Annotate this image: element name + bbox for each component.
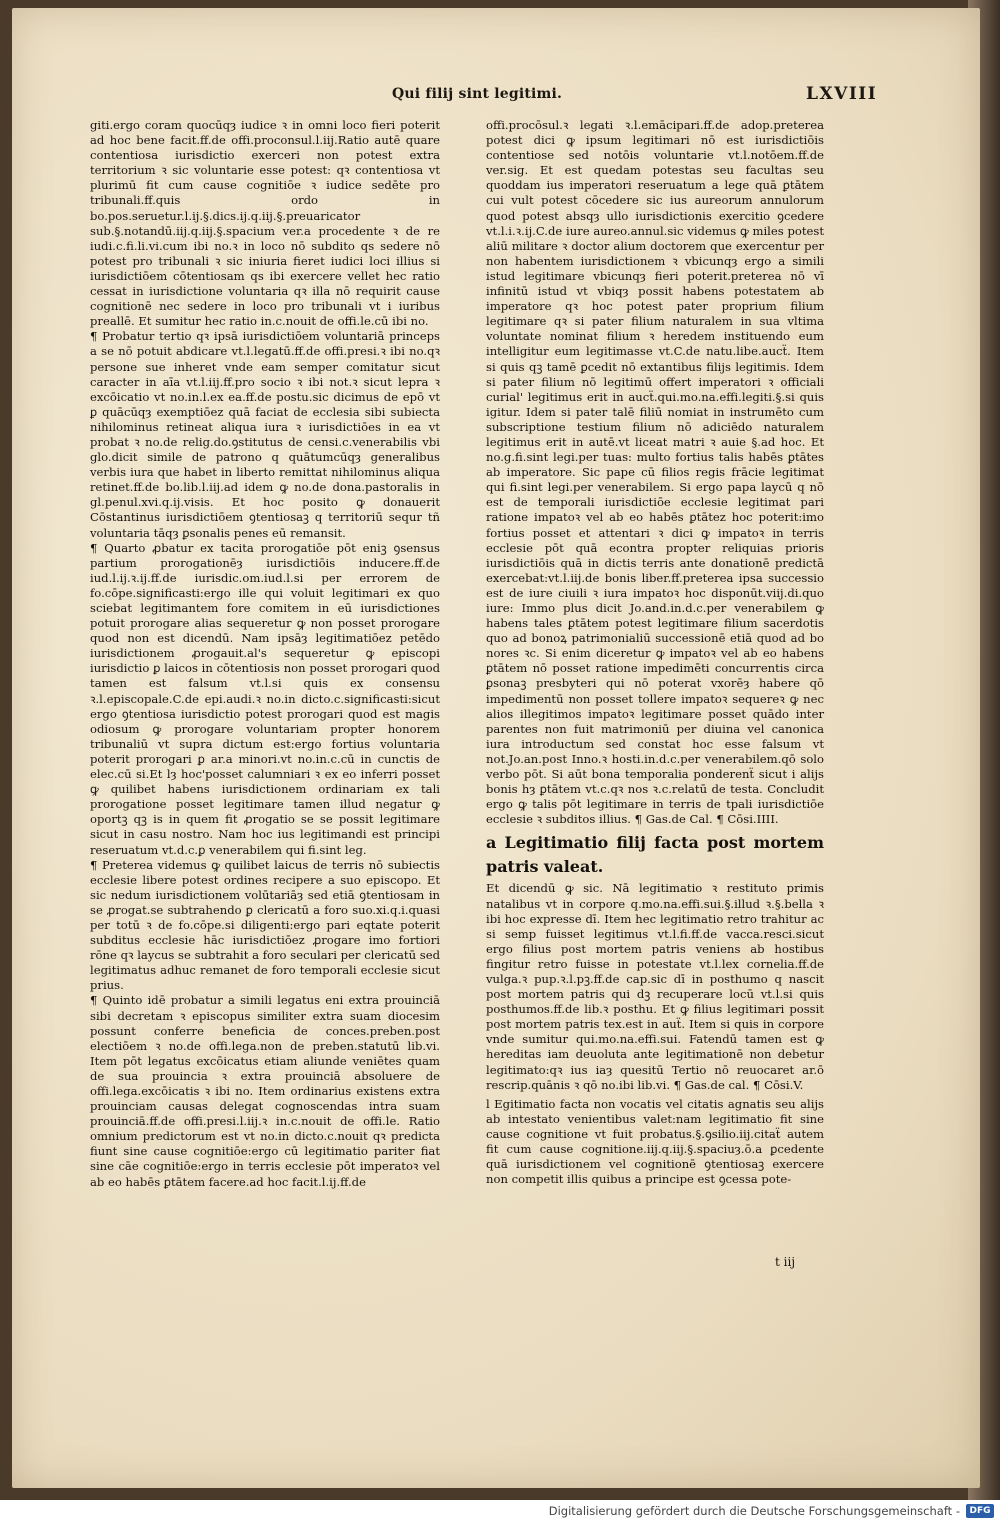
- left-paragraph: giti.ergo coram quocūqȝ iudice ꝛ in omni loco fieri poterit ad hoc bene facit.ff.de offi.proconsul.l.iij.Ratio autē quare contentiosa iurisdictio exerceri non potest extra territorium ꝛ sic voluntarie esse potest: qꝛ contentiosa vt plurimū fit cum cause cognitiōe ꝛ iudice sedēte pro tribunali.ff.quis ordo in bo.pos.seruetur.l.ij.§.dics.ij.q.iij.§.preuaricator sub.§.notandū.iij.q.iij.§.spacium ver.a procedente ꝛ de re iudi.c.fi.li.vi.cum ibi no.ꝛ in loco nō subdito qs sedere nō potest pro tribunali ꝛ sic iniuria fieret iudici loci illius si iurisdictiōem cōtentiosam qs ibi exercere vellet hec ratio cessat in iurisdictione voluntaria qꝛ illa nō requirit cause cognitionē nec sedere in loco pro tribunali vt i iuribus preallē. Et sumitur hec ratio in.c.nouit de offi.le.cū ibi no.: [90, 118, 440, 329]
- right-paragraph: Et dicendū ꝙ sic. Nā legitimatio ꝛ restituto primis natalibus vt in corpore q.mo.na.effi.sui.§.illud ꝛ.§.bella ꝛ ibi hoc expresse dī. Item hec legitimatio retro trahitur ac si semp fuisset legitimus vt.l.fi.ff.de vacca.resci.sicut ergo filius post mortem patris veniens ab hostibus fingitur retro fuisse in potestate vt.l.lex cornelia.ff.de vulga.ꝛ pup.ꝛ.l.pꝫ.ff.de cap.sic dī in posthumo q nascit post mortem patris qui dꝫ recuperare locū vt.l.si quis posthumos.ff.de lib.ꝛ posthu. Et ꝙ filius legitimari possit post mortem patris tex.est in auẗ. Item si quis in corpore vnde sumitur qui.mo.na.effi.sui. Fatendū tamen est ꝙ hereditas iam deuoluta ante legitimationē non debetur legitimato:qꝛ ius iaȝ quesitū Tertio nō reuocaret ar.ō rescrip.quānis ꝛ qō no.ibi lib.vi. ¶ Gas.de cal. ¶ Cōsi.V.: [486, 881, 824, 1092]
- left-column: [90, 118, 440, 1190]
- left-paragraph: ¶ Quarto ꝓbatur ex tacita prorogatiōe pōt eniꝫ ꝯsensus partium prorogationēȝ iurisdictiōis inducere.ff.de iud.l.ij.ꝛ.ij.ff.de iurisdic.om.iud.l.si per errorem de fo.cōpe.significasti:ergo ille qui voluit legitimari ex quo sciebat legitimantem fore comitem in eū iurisdictiones potuit prorogare alias sequeretur ꝙ non posset prorogare quod non est dicendū. Nam ipsāȝ legitimatiōez petēdo iurisdictionem ꝓrogauit.al's sequeretur ꝙ episcopi iurisdictio ꝑ laicos in cōtentiosis non posset prorogari quod tamen est falsum vt.l.si quis ex consensu ꝛ.l.episcopale.C.de epi.audi.ꝛ no.in dicto.c.significasti:sicut ergo ꝯtentiosa iurisdictio potest prorogari quod est magis odiosum ꝙ prorogare voluntariam propter honorem tribunaliū vt supra dictum est:ergo fortius voluntaria poterit prorogari ꝑ ar.a minori.vt no.in.c.cū in cunctis de elec.cū si.Et lȝ hoc'posset calumniari ꝛ ex eo inferri posset ꝙ quilibet habens iurisdictionem ordinariam ex tali prorogatione posset legitimare tamen illud negatur ꝙ oportꝫ qꝫ is in quem fit ꝓrogatio se se possit legitimare sicut in casu nostro. Nam hoc ius legitimandi est principi reseruatum vt.d.c.ꝑ venerabilem qui fi.sint leg.: [90, 540, 440, 857]
- section-heading: a Legitimatio filij facta post mortem patris valeat.: [486, 833, 824, 877]
- section-heading-paragraph: l Egitimatio facta non vocatis vel citatis agnatis seu alijs ab intestato venientibus valet:nam legitimatio fit sine cause cognitione vt fuit probatus.§.ꝯsilio.iij.citaẗ autem fit cum cause cognitione.iij.q.iij.§.spaciuȝ.ō.a ꝑcedente quā iurisdictionem vel cognitionē ꝯtentiosaꝫ exercere non competit illis quibus a principe est ꝯcessa pote-: [486, 1096, 824, 1187]
- signature-mark: t iij: [775, 1255, 796, 1269]
- folio-number: LXVIII: [806, 84, 878, 104]
- right-column: [486, 118, 824, 1187]
- footer-bar: [0, 1500, 1000, 1522]
- footer-funding-text: Digitalisierung gefördert durch die Deutsche Forschungsgemeinschaft -: [548, 1504, 960, 1518]
- left-paragraph: ¶ Quinto idē probatur a simili legatus eni extra prouinciā sibi decretam ꝛ episcopus similiter extra suam diocesim possunt conferre beneficia de conces.preben.post electiōem ꝛ no.de offi.lega.non de preben.statutū lib.vi. Item pōt legatus excōicatus etiam aliunde veniētes quam de sua prouincia ꝛ extra prouinciā absoluere de offi.lega.excōicatis ꝛ ibi no. Item ordinarius existens extra prouinciam causas delegat cognoscendas intra suam prouinciā.ff.de offi.presi.l.iij.ꝛ in.c.nouit de offi.le. Ratio omnium predictorum est vt no.in dicto.c.nouit qꝛ predicta fiunt sine cause cognitiōe:ergo cū legitimatio pariter fiat sine cāe cognitiōe:ergo in terris ecclesie pōt imperatoꝛ vel ab eo habēs ꝑtātem facere.ad hoc facit.l.ij.ff.de: [90, 993, 440, 1189]
- dfg-logo-icon: DFG: [966, 1504, 994, 1518]
- right-paragraph: offi.procōsul.ꝛ legati ꝛ.l.emācipari.ff.de adop.preterea potest dici ꝙ ipsum legitimari nō est iurisdictiōis contentiose sed notōis voluntarie vt.l.notōem.ff.de ver.sig. Et est quedam potestas seu facultas seu quoddam ius imperatori reseruatum a lege quā ꝑtātem cui vult potest cōcedere sic ius aureorum annulorum quod potest absqȝ ullo iurisdictionis exercitio ꝯcedere vt.l.i.ꝛ.ij.C.de iure aureo.annul.sic videmus ꝙ miles potest aliū militare ꝛ doctor alium doctorem que exercentur per non habentem iurisdictionem ꝛ vbicunqȝ ergo a simili istud legitimare vbicunqȝ fieri poterit.preterea nō vī infinitū istud vt vbiqȝ possit habens potestatem ab imperatore qꝛ hoc potest pater proprium filium legitimare qꝛ si pater filium naturalem in sua vltima voluntate nominat filium ꝛ heredem instituendo eum intelligitur eum legitimasse vt.C.de natu.libe.aucẗ. Item si quis qꝫ tamē ꝑcedit nō extantibus filijs legitimis. Idem si pater filium nō legitimū offert imperatori ꝛ officiali curial' legitimus erit in aucẗ.qui.mo.na.effi.legiti.§.si quis igitur. Idem si pater talē filiū nomiat in instrumēto cum subscriptione testium filium nō adiciēdo naturalem legitimus erit in autē.vt liceat matri ꝛ auie §.ad hoc. Et no.g.fi.sint legi.per tuas: multo fortius talis habēs ꝑtātes ab imperatore. Sic pape cū filios regis frācie legitimat qui fi.sint legi.per venerabilem. Si ergo papa laycū q nō est de temporali iurisdictiōe ecclesie legitimat pari ratione impatoꝛ vel ab eo habēs ꝑtātez hoc poterit:imo fortius posset et attentari ꝛ dici ꝙ impatoꝛ in terris ecclesie pōt quā econtra propter reliquias prioris iurisdictiōis quā in dictis terris ante donationē predictā exercebat:vt.l.iij.de bonis liber.ff.preterea ipsa successio est de iure ciuili ꝛ iura impatoꝛ hoc disponūt.viij.di.quo iure: Immo plus dicit Jo.and.in.d.c.per venerabilem ꝙ habens tales ꝑtātem potest legitimare filium sacerdotis quo ad bonoꝝ patrimonialiū successionē etiā quod ad bo nores ꝛc. Si enim diceretur ꝙ impatoꝛ vel ab eo habens ꝑtātem nō posset ratione impedimēti concurrentis circa ꝑsonaꝫ presbyteri qui nō poterat vxorēȝ habere qō impedimentū non posset tollere impatoꝛ sequereꝛ ꝙ nec alios illegitimos impatoꝛ legitimare posset quādo inter parentes non fuit matrimoniū per diuina vel canonica iura introductum sed constat hoc esse falsum vt not.Jo.an.post Inno.ꝛ hosti.in.d.c.per venerabilem.qō solo verbo pōt. Si aūt bona temporalia ponderenẗ sicut i alijs bonis hȝ ꝑtātem vt.c.qꝛ nos ꝛ.c.relatū de testa. Concludit ergo ꝙ talis pōt legitimare in terris de tpali iurisdictiōe ecclesie ꝛ subditos illius. ¶ Gas.de Cal. ¶ Cōsi.IIII.: [486, 118, 824, 827]
- left-paragraph: ¶ Preterea videmus ꝙ quilibet laicus de terris nō subiectis ecclesie libere potest ordines recipere a suo episcopo. Et sic nedum iurisdictionem volūtariāȝ sed etiā ꝯtentiosam in se ꝓrogat.se subtrahendo ꝑ clericatū a foro suo.xi.q.i.quasi per totū ꝛ de fo.cōpe.si diligenti:ergo pari eqtate poterit subditus ecclesie hāc iurisdictiōez ꝓrogare imo fortiori rōne qꝛ laycus se subtrahit a foro seculari per clericatū sed legitimatus adhuc remanet de foro temporali ecclesie sicut prius.: [90, 857, 440, 993]
- left-paragraph: ¶ Probatur tertio qꝛ ipsā iurisdictiōem voluntariā princeps a se nō potuit abdicare vt.l.legatū.ff.de offi.presi.ꝛ ibi no.qꝛ persone sue inheret vnde eam semper comitatur sicut caracter in aīa vt.l.iij.ff.pro socio ꝛ ibi not.ꝛ sicut lepra ꝛ excōicatio vt no.in.l.ex ea.ff.de postu.sic dicimus de epō vt ꝑ quācūqȝ exemptiōez quā faciat de ecclesia sibi subiecta nihilominus retineat aliqua iura ꝛ iurisdictiōes in ea vt probat ꝛ no.de relig.do.ꝯstitutus de censi.c.venerabilis vbi glo.dicit simile de patrono q quātumcūqȝ generalibus verbis iura que habet in liberto remittat nihilominus aliqua retinet.ff.de bo.lib.l.iij.ad idem ꝙ no.de dona.pastoralis in gl.penul.xvi.q.ij.visis. Et hoc posito ꝙ donauerit Cōstantinus iurisdictiōem ꝯtentiosaꝫ q territoriū sequr tñ voluntaria tāqȝ ꝑsonalis penes eū remansit.: [90, 329, 440, 540]
- running-head: Qui filij sint legitimi.: [392, 86, 563, 102]
